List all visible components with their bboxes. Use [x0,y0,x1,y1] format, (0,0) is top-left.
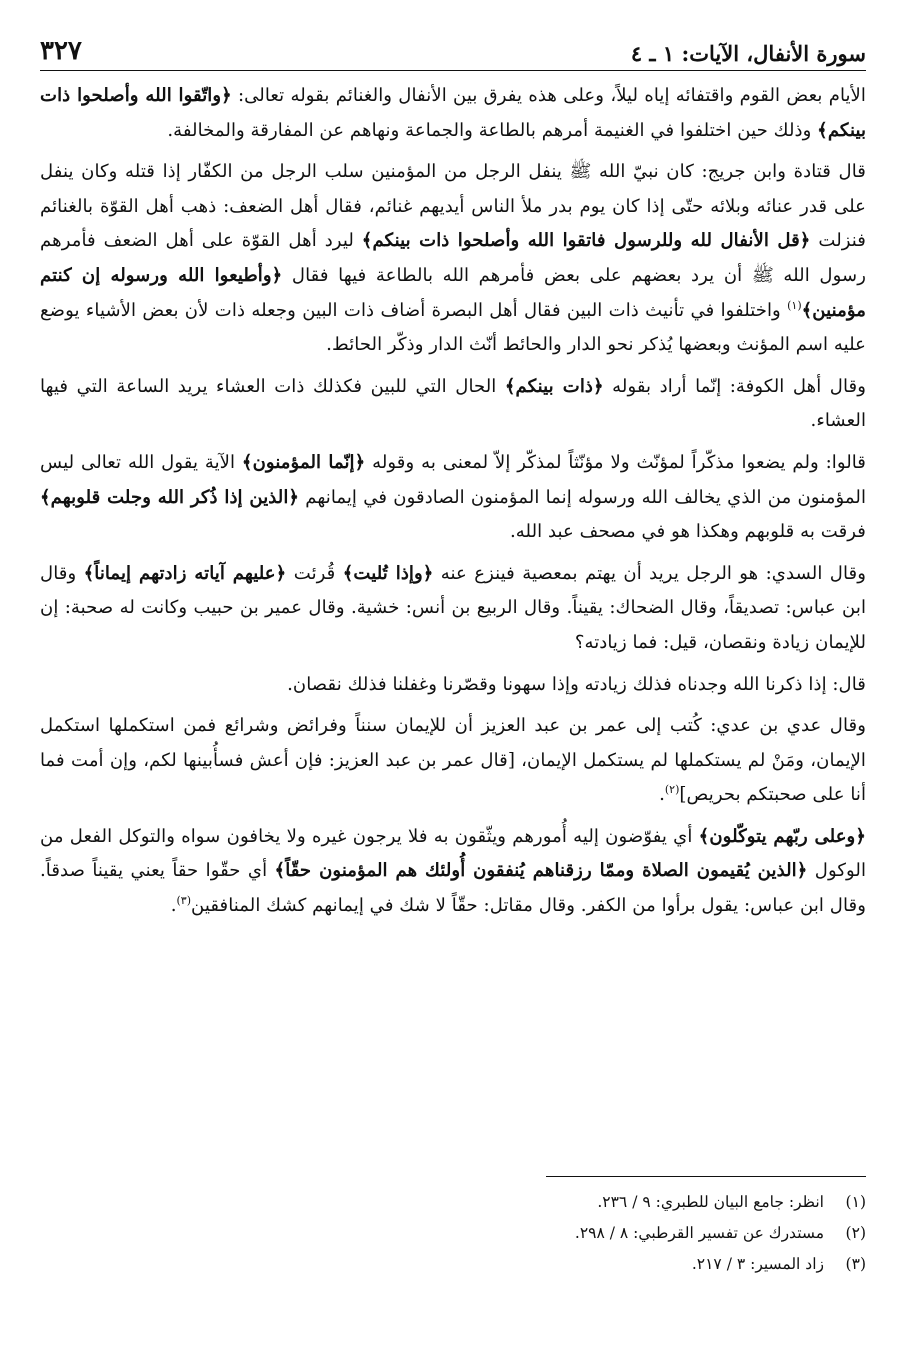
footnote-text: انظر: جامع البيان للطبري: ٩ / ٢٣٦. [597,1193,824,1211]
text-segment: وقال السدي: هو الرجل يريد أن يهتم بمعصية فينزع عنه [433,562,867,584]
paragraph [40,557,866,661]
text-segment: وقال ابن عباس: تصديقاً، وقال الضحاك: يقيناً. وقال الربيع بن أنس: خشية. وقال عمير بن حبيب وكانت له صحبة: إن للإيمان زيادة ونقصان، قيل: فما زيادته؟ [40,562,866,653]
quran-quote: ﴿الذين يُقيمون الصلاة وممّا رزقناهم يُنفقون أُولئك هم المؤمنون حقّاً﴾ [274,860,808,882]
page-body [40,79,866,924]
text-segment: الأيام بعض القوم واقتفائه إياه ليلاً، وعلى هذه يفرق بين الأنفال والغنائم بقوله تعالى: [231,85,866,106]
footnote-text: مستدرك عن تفسير القرطبي: ٨ / ٢٩٨. [574,1224,824,1242]
page-header [40,26,866,71]
quran-quote: ﴿عليهم آياته زادتهم إيماناً﴾ [83,562,287,584]
footnote-divider [546,1176,866,1177]
page-number: ٣٢٧ [40,36,82,66]
paragraph [40,820,866,924]
quran-quote: ﴿الذين إذا ذُكر الله وجلت قلوبهم﴾ [40,486,300,508]
text-segment: . [659,784,665,806]
text-segment: فرقت به قلوبهم وهكذا هو في مصحف عبد الله. [510,521,866,543]
text-segment: . [170,895,177,917]
quran-quote: ﴿ذات بينكم﴾ [504,375,604,397]
footnote [40,1249,866,1280]
footnote-number: (١) [845,1193,866,1211]
paragraph [40,446,866,550]
quran-quote: ﴿وإذا تُليت﴾ [342,562,434,584]
quran-quote: ﴿قل الأنفال لله وللرسول فاتقوا الله وأصلحوا ذات بينكم﴾ [361,230,811,252]
paragraph [40,79,866,148]
footnote-ref: (٣) [176,894,192,907]
text-segment: ليرد أهل القوّة على أهل الضعف فأمرهم رسول الله ﷺ أن يرد بعضهم على بعض فأمرهم الله بالطاعة فيها فقال [40,230,867,286]
footnote-ref: (٢) [664,783,680,797]
footnote-number: (٣) [845,1255,866,1273]
footnote [40,1218,866,1249]
paragraph [40,155,866,363]
text-segment: أي يفوّضون إليه أُمورهم ويثّقون به فلا يرجون غيره ولا يخافون سواه والتوكل الفعل من الوكول [40,825,866,882]
footnotes [40,1176,866,1280]
footnote-text: زاد المسير: ٣ / ٢١٧. [691,1255,824,1273]
text-segment: الحال التي للبين فكذلك ذات العشاء يريد الساعة التي فيها العشاء. [40,375,866,432]
paragraph [40,709,866,813]
text-segment: واختلفوا في تأنيث ذات البين فقال أهل البصرة أضاف ذات البين وجعله ذات لأن بعض الأشياء يوضع عليه اسم المؤنث وبعضها يُذكر نحو الدار والحائط أنّث الدار وذكّر الحائط. [40,299,866,356]
quran-quote: ﴿إنّما المؤمنون﴾ [241,451,366,473]
text-segment: قال قتادة وابن جريج: كان نبيّ الله ﷺ ينفل الرجل من المؤمنين سلب الرجل من الكفّار إذا قتله وكان ينفل على قدر عنائه وبلائه حتّى إذا كان يوم بدر ملأ الناس أيديهم غنائم، فقال أهل الضعف: ذهب أهل القوّة بالغنائم فنزلت [40,161,866,252]
footnote-number: (٢) [845,1224,866,1242]
footnote-list [40,1187,866,1280]
text-segment: وقال أهل الكوفة: إنّما أراد بقوله [603,375,867,397]
text-segment: قُرئت [286,562,343,584]
surah-title: سورة الأنفال، الآيات: ١ ـ ٤ [630,41,866,66]
text-segment: الآية يقول الله تعالى ليس المؤمنون من الذي يخالف الله ورسوله إنما المؤمنون الصادقون في إيمانهم [40,451,866,508]
text-segment: وذلك حين اختلفوا في الغنيمة أمرهم بالطاعة والجماعة ونهاهم عن المفارقة والمخالفة. [167,119,818,141]
text-segment: قالوا: ولم يضعوا مذكّراً لمؤنّث ولا مؤنّثاً لمذكّر إلاّ لمعنى به وقوله [365,451,866,473]
footnote [40,1187,866,1218]
quran-quote: ﴿وعلى ربّهم يتوكّلون﴾ [698,825,866,847]
paragraph [40,370,866,439]
text-segment: أي حقّوا حقاً يعني يقيناً صدقاً. وقال ابن عباس: يقول برأوا من الكفر. وقال مقاتل: حقّاً لا شك في إيمانهم كشك المنافقين [40,860,866,917]
quran-quote: ﴿واتّقوا الله وأصلحوا ذات بينكم﴾ [40,85,866,141]
quran-quote: ﴿وأطيعوا الله ورسوله إن كنتم مؤمنين﴾ [40,264,866,321]
text-segment: وقال عدي بن عدي: كُتب إلى عمر بن عبد العزيز أن للإيمان سنناً وفرائض وشرائع فمن استكملها استكمل الإيمان، ومَنْ لم يستكملها لم يستكمل الإيمان، [قال عمر بن عبد العزيز: فإن أعش فسأُبينها لكم، وإن أمت فما أنا على صحبتكم بحريص] [40,715,866,806]
paragraph [40,668,866,703]
text-segment: قال: إذا ذكرنا الله وجدناه فذلك زيادته وإذا سهونا وقصّرنا وغفلنا فذلك نقصان. [287,673,866,695]
footnote-ref: (١) [787,298,802,312]
